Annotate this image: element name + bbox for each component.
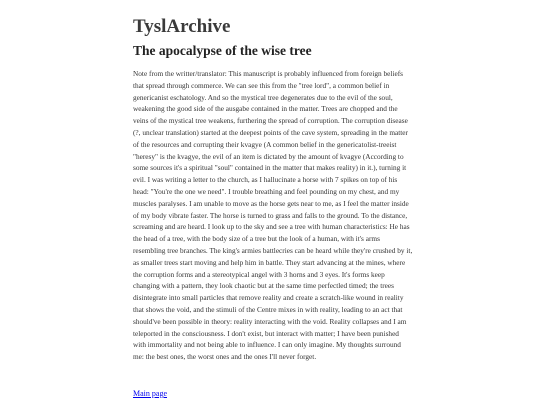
main-page-link[interactable]: Main page [133, 389, 167, 398]
article-body: Note from the writter/translator: This manuscript is probably influenced from foreign beliefs that spread through commerce. We can see this from the "tree lord", a common belief in genericanist eschatology. And so the mystical tree degenerates due to the evil of the soul, weakening the good side of the ausgabe contained in the matter. Trees are chopped and the veins of the mystical tree weakens, furthering the spread of corruption. The corruption disease (?, unclear translation) started at the deepest points of the cave system, spreading in the matter of the resources and corrupting their kvagye (A common belief in the genericatolist-treeist "heresy" is the kvagye, the evil of an item is dictated by the amount of kvagye (According to some sources it's a spiritual "soul" contained in the matter that makes reality) in it.), turning it evil. I was writing a letter to the church, as I hallucinate a horse with 7 spikes on top of his head: "You're the one we need". I trouble breathing and feel pounding on my chest, and my muscles paralyses. I am unable to move as the horse gets near to me, as I feel the matter inside of my body vibrate faster. The horse is turned to grass and falls to the ground. To the distance, screaming and are heard. I look up to the sky and see a tree with human characteristics: He has the head of a tree, with the body size of a tree but the look of a human, with it's arms resembling tree branches. The king's armies battlecries can be heard while they're crushed by it, as smaller trees start moving and help him in battle. They start advancing at the mines, where the corruption forms and a stereotypical angel with 3 horns and 3 eyes. It's forms keep changing with a pattern, they look chaotic but at the same time perfectled timed; the trees disintegrate into small particles that remove reality and create a scratch-like wound in reality that shows the void, and the stimuli of the Centre mixes in with reality, leading to an act that should've been possible in theory: reality interacting with the void. Reality collapses and I am teleported in the consciousness. I don't exist, but interact with matter; I have been punished with immortality and not being able to influence. I can only imagine. My thoughts surround me: the best ones, the worst ones and the ones I'll never forget. [133, 69, 413, 362]
site-title: TyslArchive [133, 16, 231, 37]
article-title: The apocalypse of the wise tree [133, 43, 312, 58]
